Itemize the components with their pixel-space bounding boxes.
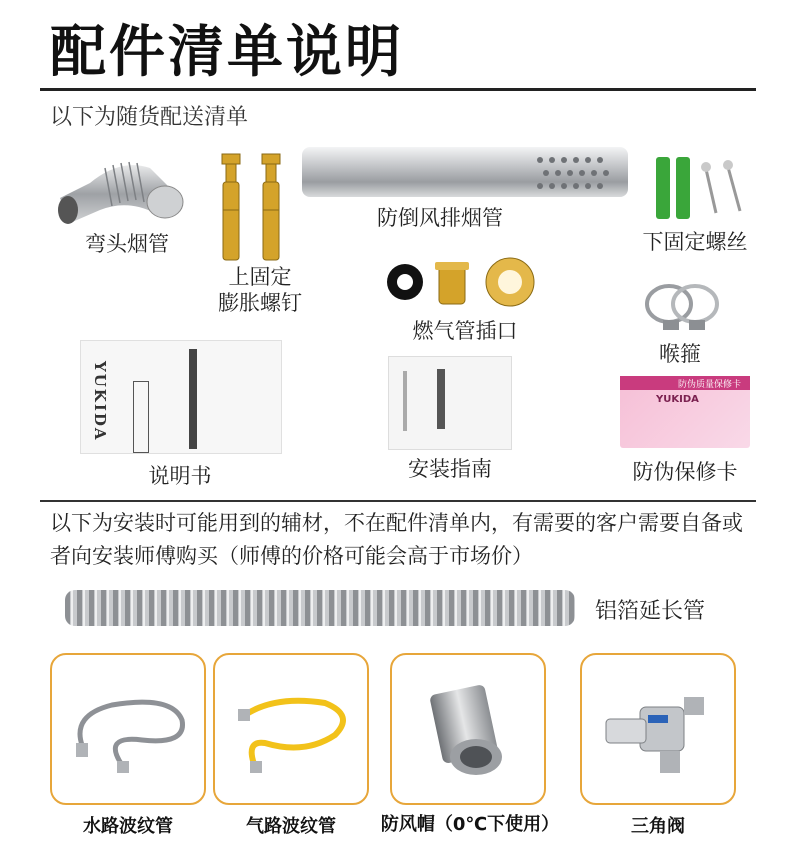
wind-cap-label: 防风帽（0℃下使用） — [380, 814, 560, 835]
guide-text-bar — [403, 371, 407, 431]
page-title: 配件清单说明 — [50, 20, 404, 85]
angle-valve-label: 三角阀 — [631, 816, 685, 837]
exhaust-pipe-icon — [300, 145, 630, 200]
gas-hose-card — [213, 653, 369, 805]
manual-label: 说明书 — [148, 464, 212, 488]
warranty-card-label: 防伪保修卡 — [632, 460, 738, 484]
card-brand: YUKIDA — [656, 394, 699, 405]
water-hose-label: 水路波纹管 — [83, 816, 173, 837]
card-title: 防伪质量保修卡 — [678, 380, 742, 390]
water-hose-card — [50, 653, 206, 805]
angle-valve-icon — [600, 685, 720, 780]
gas-connector-label: 燃气管插口 — [412, 319, 518, 343]
install-guide-label: 安装指南 — [408, 457, 492, 481]
guide-title-bar — [437, 369, 445, 429]
hose-clamp-label: 喉箍 — [659, 342, 701, 366]
wind-cap-card — [390, 653, 546, 805]
manual-tab — [133, 381, 149, 453]
gas-hose-icon — [225, 685, 360, 775]
included-heading: 以下为随货配送清单 — [50, 105, 249, 130]
install-guide-icon — [388, 356, 512, 450]
manual-icon — [80, 340, 282, 454]
foil-pipe-label: 铝箔延长管 — [594, 599, 705, 624]
hose-clamp-icon — [643, 278, 723, 336]
wind-cap-icon — [414, 675, 524, 785]
gas-hose-label: 气路波纹管 — [246, 816, 336, 837]
section-divider — [40, 500, 756, 502]
manual-spine-bar — [189, 349, 197, 449]
manual-brand: YUKIDA — [91, 361, 109, 442]
elbow-pipe-icon — [50, 138, 200, 228]
elbow-pipe-label: 弯头烟管 — [85, 232, 169, 256]
title-divider — [40, 88, 756, 91]
anchor-screw-icon — [650, 155, 750, 223]
foil-pipe-icon — [65, 588, 575, 628]
angle-valve-card — [580, 653, 736, 805]
gas-connector-icon — [385, 256, 545, 308]
expansion-bolt-label: 上固定 膨胀螺钉 — [218, 265, 302, 315]
anchor-screw-label: 下固定螺丝 — [642, 230, 748, 254]
water-hose-icon — [62, 685, 197, 775]
optional-note: 以下为安装时可能用到的辅材，不在配件清单内，有需要的客户需要自备或者向安装师傅购买（师傅的价格可能会高于市场价） — [50, 511, 743, 568]
warranty-card-icon — [620, 376, 750, 448]
expansion-bolt-icon — [210, 150, 300, 265]
exhaust-pipe-label: 防倒风排烟管 — [377, 206, 503, 230]
